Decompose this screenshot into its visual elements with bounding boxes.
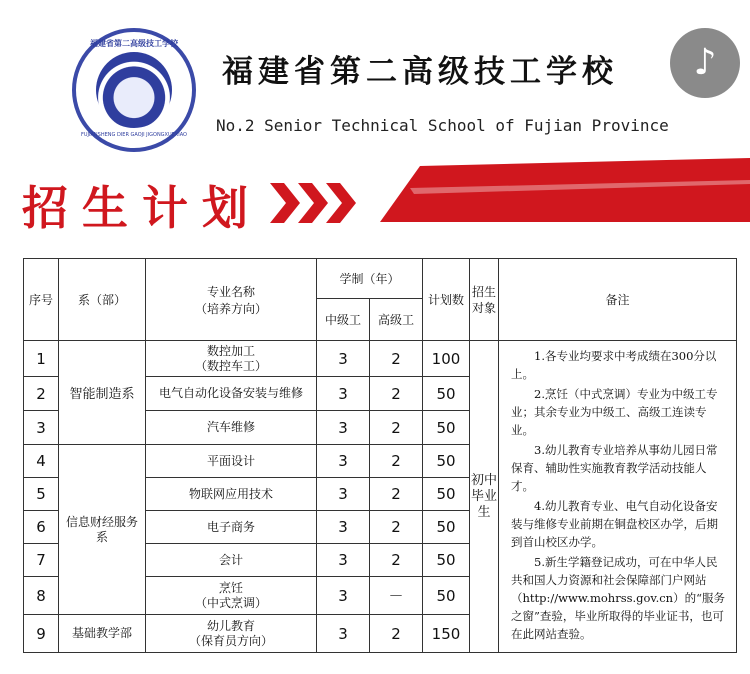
header-target: 招生对象 xyxy=(470,259,499,341)
header-notes: 备注 xyxy=(499,259,737,341)
cell-mid: 3 xyxy=(317,478,370,511)
logo-emblem xyxy=(96,52,172,128)
cell-senior: 2 xyxy=(370,511,423,544)
cell-senior: 2 xyxy=(370,478,423,511)
banner-title: 招生计划 xyxy=(22,181,262,235)
chevron-arrows-icon xyxy=(270,183,360,223)
cell-dept: 信息财经服务系 xyxy=(59,445,146,615)
cell-dept: 基础教学部 xyxy=(59,615,146,653)
cell-major: 幼儿教育 （保育员方向） xyxy=(146,615,317,653)
note-item: 2.烹饪（中式烹调）专业为中级工专业；其余专业为中级工、高级工连读专业。 xyxy=(511,387,718,437)
cell-plan: 50 xyxy=(423,544,470,577)
table-row xyxy=(24,341,737,377)
note-item: 1.各专业均要求中考成绩在300分以上。 xyxy=(511,349,717,381)
cell-seq: 7 xyxy=(24,544,59,577)
cell-major: 数控加工 （数控车工） xyxy=(146,341,317,377)
cell-plan: 50 xyxy=(423,577,470,615)
cell-plan: 50 xyxy=(423,377,470,411)
cell-senior: 2 xyxy=(370,615,423,653)
header-major-line1: 专业名称 xyxy=(206,284,255,299)
cell-seq: 5 xyxy=(24,478,59,511)
cell-plan: 50 xyxy=(423,411,470,445)
cell-plan: 50 xyxy=(423,445,470,478)
cell-plan: 150 xyxy=(423,615,470,653)
cell-mid: 3 xyxy=(317,511,370,544)
cell-seq: 6 xyxy=(24,511,59,544)
cell-dept: 智能制造系 xyxy=(59,341,146,445)
cell-senior: 2 xyxy=(370,445,423,478)
cell-mid: 3 xyxy=(317,577,370,615)
cell-target: 初中毕业生 xyxy=(470,341,499,653)
cell-mid: 3 xyxy=(317,445,370,478)
logo-ring-text: 福建省第二高级技工学校 xyxy=(90,39,178,48)
cell-mid: 3 xyxy=(317,377,370,411)
cell-plan: 50 xyxy=(423,478,470,511)
header-major-line2: （培养方向） xyxy=(194,301,267,316)
enrollment-plan-table xyxy=(23,258,737,653)
school-logo xyxy=(72,28,196,152)
cell-seq: 4 xyxy=(24,445,59,478)
cell-major: 物联网应用技术 xyxy=(146,478,317,511)
cell-plan: 100 xyxy=(423,341,470,377)
logo-ring-pinyin: FUJIANSHENG DIER GAOJI JIGONGXUEXIAO xyxy=(81,132,187,138)
cell-plan: 50 xyxy=(423,511,470,544)
note-item: 5.新生学籍登记成功，可在中华人民共和国人力资源和社会保障部门户网站（http://www.mohrss.gov.cn）的“服务之窗”查验，毕业所取得的毕业证书，也可在此网站查验。 xyxy=(511,555,725,641)
cell-seq: 9 xyxy=(24,615,59,653)
header-mid: 中级工 xyxy=(317,299,370,341)
note-item: 3.幼儿教育专业培养从事幼儿园日常保育、辅助性实施教育教学活动技能人才。 xyxy=(511,443,718,493)
cell-mid: 3 xyxy=(317,615,370,653)
header-dept: 系（部） xyxy=(59,259,146,341)
header-major xyxy=(146,259,317,341)
header-plan: 计划数 xyxy=(423,259,470,341)
cell-senior: 2 xyxy=(370,377,423,411)
notes-cell xyxy=(499,341,737,653)
cell-major: 平面设计 xyxy=(146,445,317,478)
cell-mid: 3 xyxy=(317,341,370,377)
note-item: 4.幼儿教育专业、电气自动化设备安装与维修专业前期在铜盘校区办学，后期到首山校区办学。 xyxy=(511,499,718,549)
music-note-icon[interactable]: ♪ xyxy=(670,28,740,98)
cell-mid: 3 xyxy=(317,411,370,445)
cell-major: 烹饪 （中式烹调） xyxy=(146,577,317,615)
cell-seq: 2 xyxy=(24,377,59,411)
header-duration: 学制（年） xyxy=(317,259,423,299)
cell-seq: 3 xyxy=(24,411,59,445)
header-seq: 序号 xyxy=(24,259,59,341)
cell-mid: 3 xyxy=(317,544,370,577)
cell-senior: 2 xyxy=(370,544,423,577)
cell-major: 汽车维修 xyxy=(146,411,317,445)
red-banner-stripe xyxy=(380,158,750,222)
cell-major: 电气自动化设备安装与维修 xyxy=(146,377,317,411)
header-senior: 高级工 xyxy=(370,299,423,341)
cell-seq: 1 xyxy=(24,341,59,377)
cell-major: 电子商务 xyxy=(146,511,317,544)
school-name-en: No.2 Senior Technical School of Fujian Province xyxy=(216,116,669,135)
cell-senior: 2 xyxy=(370,411,423,445)
cell-major: 会计 xyxy=(146,544,317,577)
cell-senior: 2 xyxy=(370,341,423,377)
cell-senior: － xyxy=(370,577,423,615)
cell-seq: 8 xyxy=(24,577,59,615)
school-name-cn: 福建省第二高级技工学校 xyxy=(222,54,618,90)
